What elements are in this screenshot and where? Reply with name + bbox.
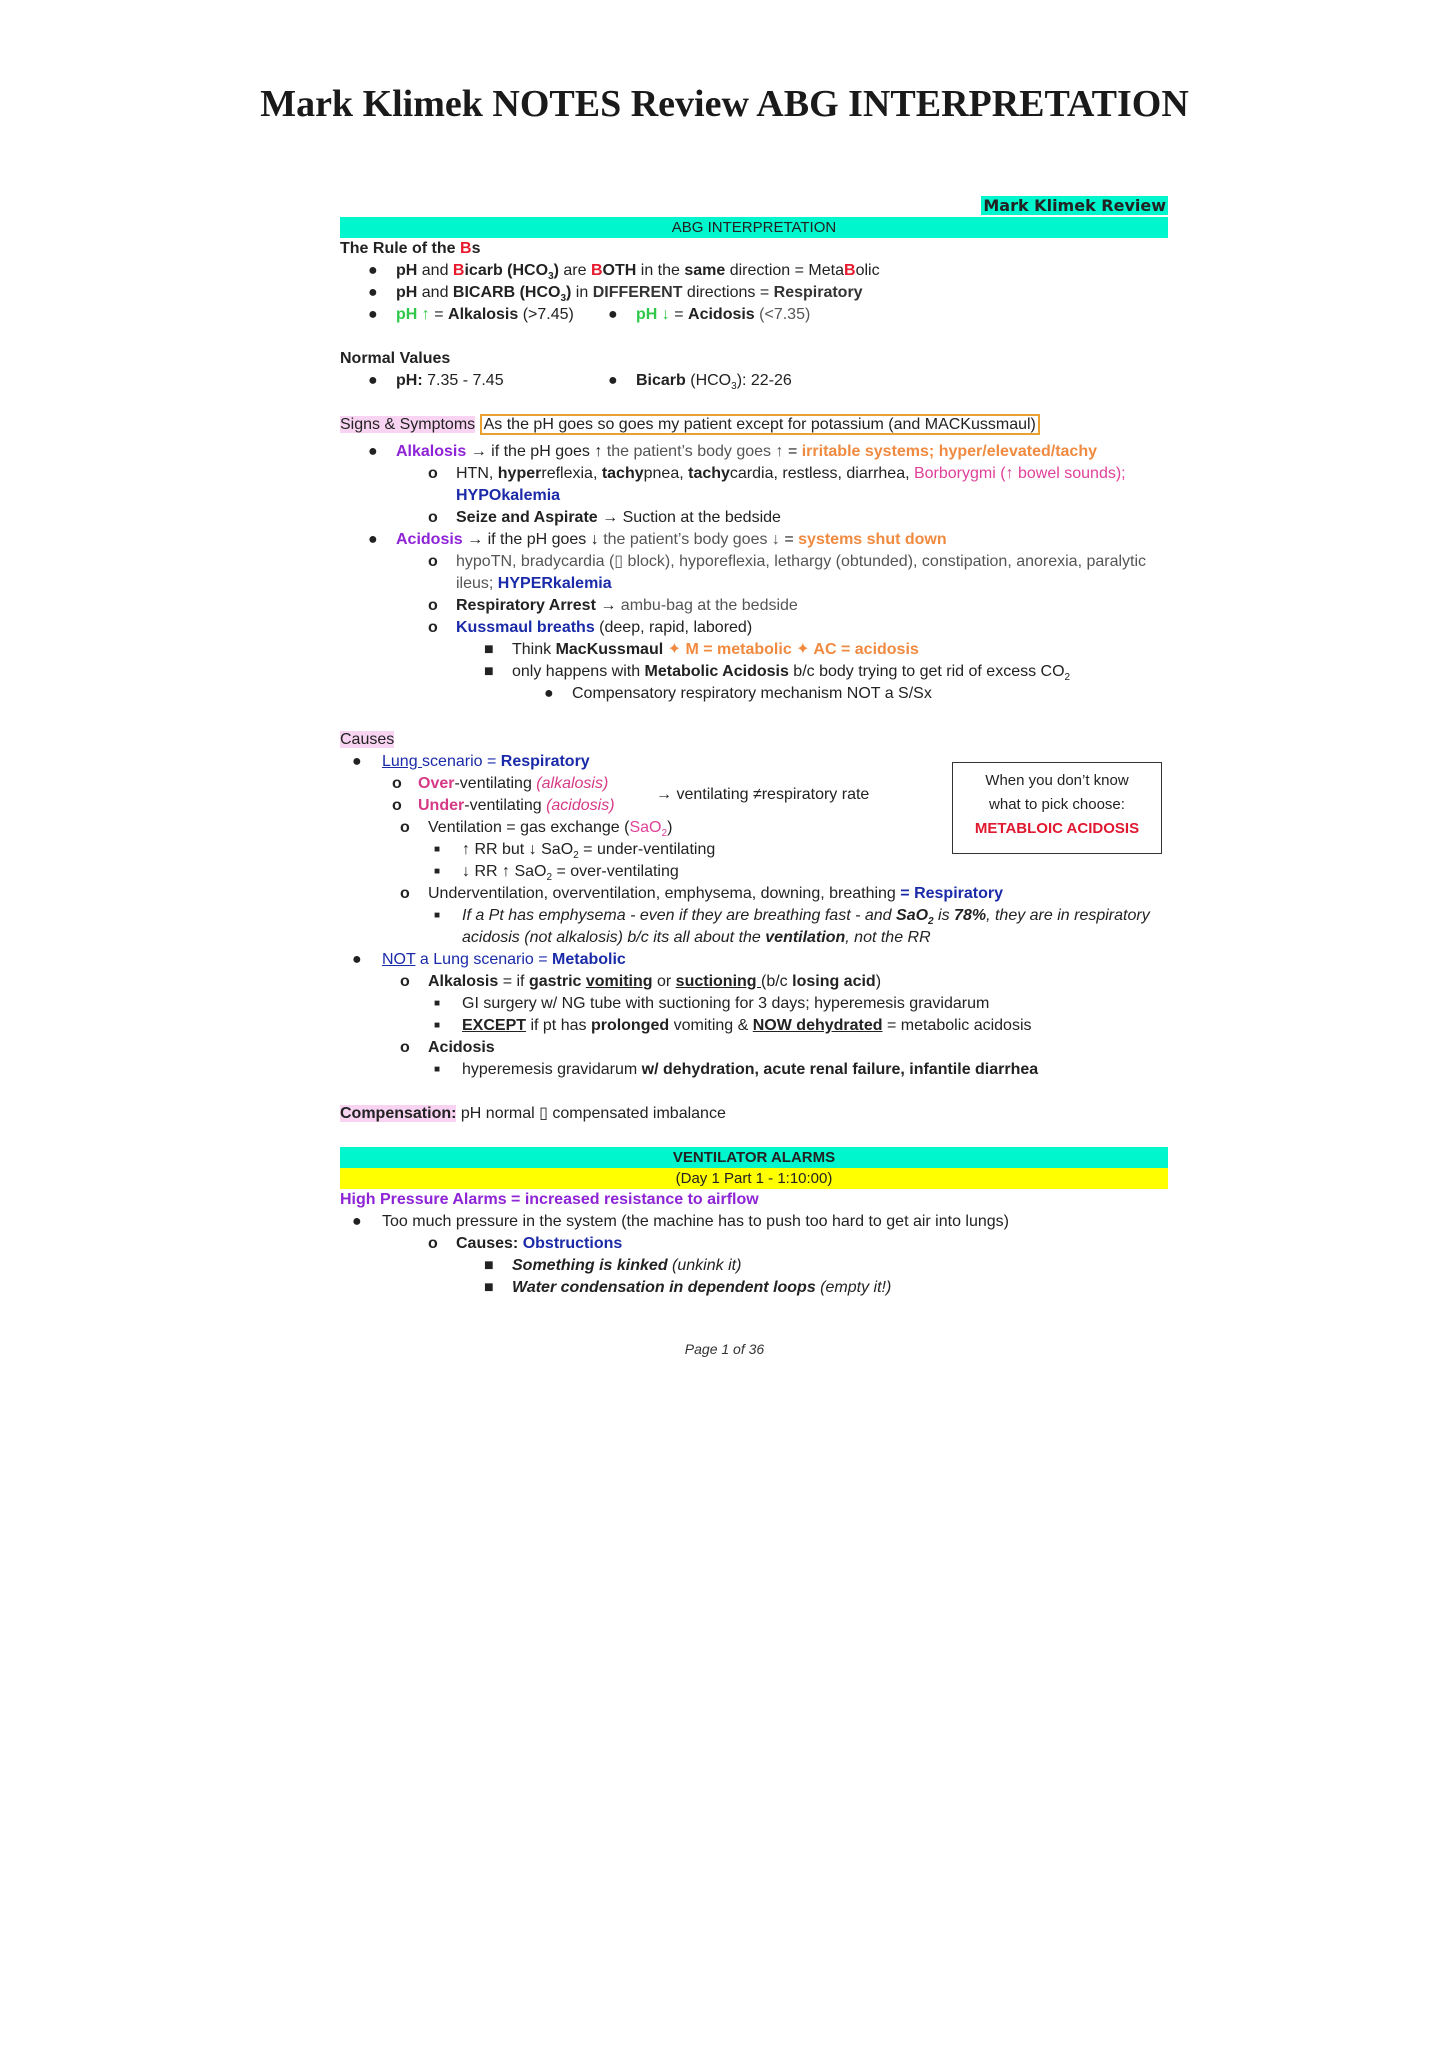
page-number: Page 1 of 36 <box>684 1341 765 1357</box>
over-ventilating: o Over-ventilating (alkalosis) → ventilating ≠respiratory rate <box>340 773 1168 795</box>
normal-values: ● pH: 7.35 - 7.45 ● Bicarb $(HCO_3)$: 22-26 <box>368 372 792 393</box>
metabolic-acidosis: o Acidosis <box>400 1039 495 1056</box>
acidosis-symptoms: o hypoTN, bradycardia (▯ block), hyporeflexia, lethargy (obtunded), constipation, anorexia, paralytic <box>428 553 1147 570</box>
rule-line-2: ● pH and BICARB $(HCO_3)$ in DIFFERENT directions = Respiratory <box>368 284 863 305</box>
ventilating-note: → ventilating ≠respiratory rate <box>656 786 870 803</box>
acidosis-hyperkalemia: ileus; HYPERkalemia <box>456 575 612 592</box>
alkalosis-symptoms: o HTN, hyperreflexia, tachypnea, tachycardia, restless, diarrhea, Borborygmi (↑ bowel sounds); <box>428 465 1126 482</box>
except-line: ■ EXCEPT if pt has prolonged vomiting & NOW dehydrated = metabolic acidosis <box>434 1017 1032 1034</box>
metabolic-acidosis-line: ■ only happens with Metabolic Acidosis b/c body trying to get rid of excess $CO_2$ <box>484 663 1071 684</box>
emphysema-line-1: ■ If a Pt has emphysema - even if they are breathing fast - and SaO$_2$ is 78%, they are in respiratory <box>434 907 1150 928</box>
page-content <box>340 195 1168 1299</box>
rule-heading: The Rule of the Bs <box>340 240 481 257</box>
acidosis-kussmaul: o Kussmaul breaths (deep, rapid, labored) <box>428 619 753 636</box>
causes-heading: Causes <box>340 731 395 748</box>
high-pressure-heading: High Pressure Alarms = increased resistance to airflow <box>340 1191 759 1208</box>
signs-heading: Signs & Symptoms As the pH goes so goes my patient except for potassium (and MACKussmaul) <box>340 414 1168 436</box>
section-heading-ventilator: VENTILATOR ALARMS <box>340 1147 1168 1168</box>
ventilation-gas-exchange: o Ventilation = gas exchange (SaO$_2$) <box>400 819 673 840</box>
under-ventilating: o Under-ventilating (acidosis) <box>392 797 615 814</box>
lung-scenario: ● Lung scenario = Respiratory <box>352 753 590 770</box>
document-title: Mark Klimek NOTES Review ABG INTERPRETATION <box>260 83 1189 125</box>
mackussmaul-line: ■ Think MacKussmaul ✦ M = metabolic ✦ AC = acidosis <box>484 641 919 658</box>
alkalosis-hypokalemia: HYPOkalemia <box>456 487 561 504</box>
hyperemesis-line: ■ hyperemesis gravidarum w/ dehydration, acute renal failure, infantile diarrhea <box>434 1061 1039 1078</box>
emphysema-line-2: acidosis (not alkalosis) b/c its all about the ventilation, not the RR <box>462 929 931 946</box>
section-subheading-ventilator: (Day 1 Part 1 - 1:10:00) <box>340 1168 1168 1189</box>
rr-but-sao2: ■ ↑ RR but ↓ SaO$_2$ = under-ventilating <box>434 841 716 862</box>
rule-line-3: ● pH ↑ = Alkalosis (>7.45) ● pH ↓ = Acidosis (<7.35) <box>368 306 811 323</box>
normal-heading: Normal Values <box>340 350 451 367</box>
rr-sao2-over: ■ ↓ RR ↑ SaO$_2$ = over-ventilating <box>434 863 679 884</box>
alkalosis-seize: o Seize and Aspirate → Suction at the bedside <box>428 509 781 526</box>
high-pressure-causes: o Causes: Obstructions <box>428 1235 623 1252</box>
compensation-line: Compensation: pH normal ▯ compensated imbalance <box>340 1105 726 1122</box>
compensatory-line: ● Compensatory respiratory mechanism NOT a S/Sx <box>544 685 932 702</box>
section-heading-abg: ABG INTERPRETATION <box>340 217 1168 238</box>
not-lung-scenario: ● NOT a Lung scenario = Metabolic <box>352 951 626 968</box>
gi-surgery-line: ■ GI surgery w/ NG tube with suctioning for 3 days; hyperemesis gravidarum <box>434 995 990 1012</box>
rule-line-1: ● pH and Bicarb $(HCO_3)$ are BOTH in the same direction = MetaBolic <box>368 262 880 283</box>
underventilation-list: o Underventilation, overventilation, emphysema, downing, breathing = Respiratory <box>400 885 1003 902</box>
metabolic-alkalosis: o Alkalosis = if gastric vomiting or suctioning (b/c losing acid) <box>400 973 882 990</box>
callout-box: When you don’t know what to pick choose: METABLOIC ACIDOSIS <box>952 762 1162 854</box>
acidosis-line: ● Acidosis → if the pH goes ↓ the patient’s body goes ↓ = systems shut down <box>368 531 947 548</box>
cause-condensation: ■ Water condensation in dependent loops (empty it!) <box>484 1279 892 1296</box>
signs-mnemonic-box: As the pH goes so goes my patient except for potassium (and MACKussmaul) <box>480 414 1040 435</box>
acidosis-resp-arrest: o Respiratory Arrest → ambu-bag at the bedside <box>428 597 798 614</box>
alkalosis-line: ● Alkalosis → if the pH goes ↑ the patient’s body goes ↑ = irritable systems; hyper/elevated/tachy <box>368 443 1097 460</box>
cause-kinked: ■ Something is kinked (unkink it) <box>484 1257 742 1274</box>
header-tag: Mark Klimek Review <box>983 196 1166 215</box>
high-pressure-desc: ● Too much pressure in the system (the machine has to push too hard to get air into lungs) <box>352 1213 1009 1230</box>
